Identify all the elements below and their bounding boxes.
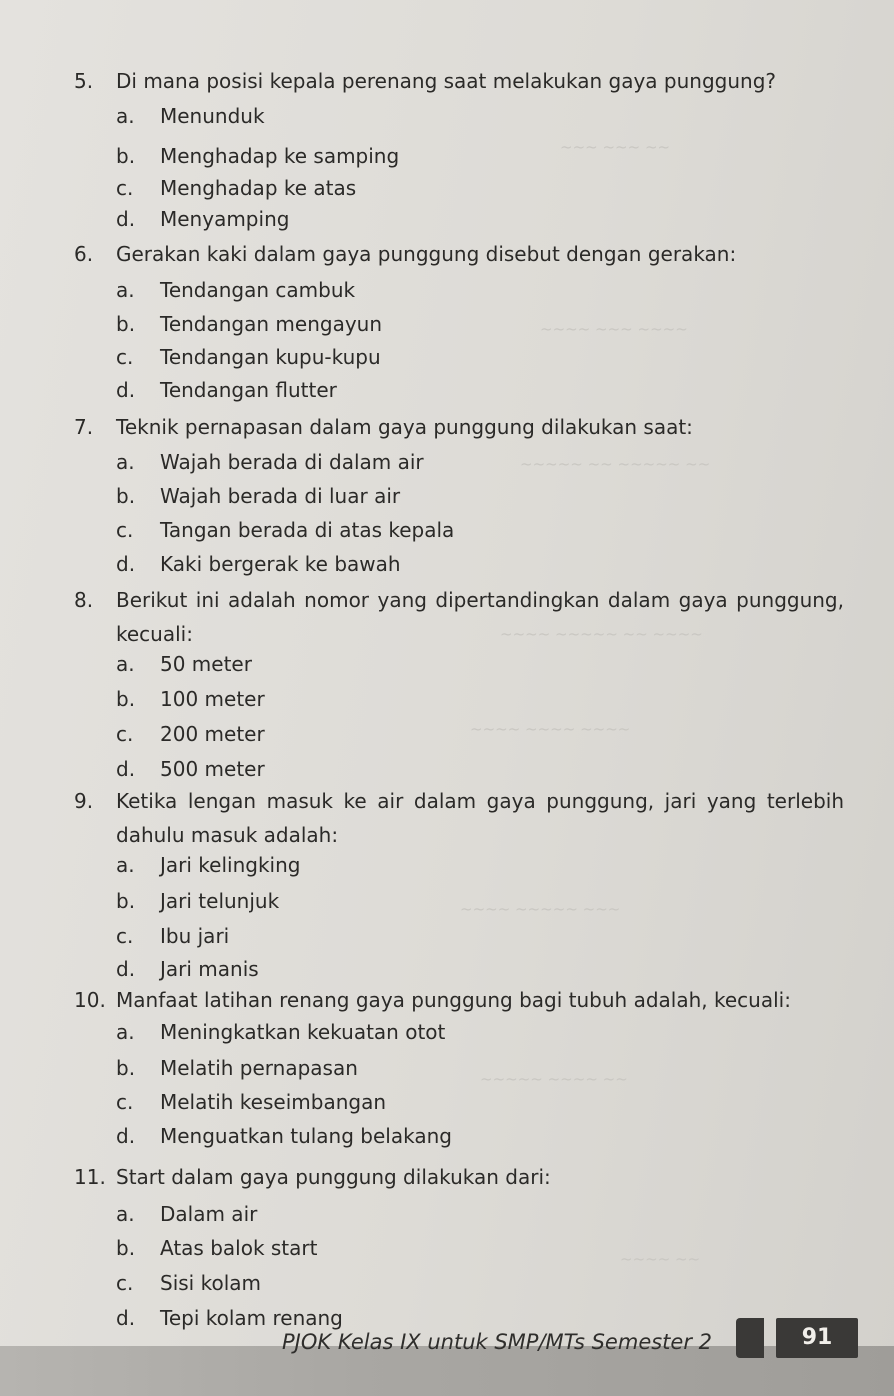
option-11c — [116, 1271, 261, 1295]
option-text: Jari manis — [160, 957, 259, 981]
option-text: Tendangan flutter — [160, 378, 337, 402]
option-5a — [116, 104, 265, 128]
option-5b — [116, 144, 399, 168]
option-letter: a. — [116, 853, 135, 877]
option-9b — [116, 889, 279, 913]
question-6 — [74, 237, 844, 271]
option-8c — [116, 722, 265, 746]
option-letter: d. — [116, 1306, 136, 1330]
option-text: Wajah berada di luar air — [160, 484, 401, 508]
option-letter: a. — [116, 1202, 135, 1226]
question-number: 6. — [74, 242, 94, 266]
option-text: Jari kelingking — [160, 853, 301, 877]
option-9c — [116, 924, 229, 948]
bleed-through: ~~~~~ ~~ ~~~~~ ~~ — [520, 455, 711, 473]
option-letter: b. — [116, 1236, 136, 1260]
option-6c — [116, 345, 381, 369]
option-letter: d. — [116, 552, 136, 576]
bleed-through: ~~~~~ ~~~~ ~~ — [480, 1070, 628, 1088]
option-11a — [116, 1202, 257, 1226]
option-letter: b. — [116, 484, 136, 508]
option-letter: c. — [116, 518, 134, 542]
question-8 — [74, 583, 844, 651]
question-text: Gerakan kaki dalam gaya punggung disebut dengan gerakan: — [116, 242, 737, 266]
option-letter: d. — [116, 378, 136, 402]
option-text: Wajah berada di dalam air — [160, 450, 424, 474]
option-text: Tendangan mengayun — [160, 312, 383, 336]
option-letter: c. — [116, 1271, 134, 1295]
option-text: Menghadap ke atas — [160, 176, 357, 200]
question-number: 11. — [74, 1165, 106, 1189]
question-text: Berikut ini adalah nomor yang dipertandingkan dalam gaya punggung, kecuali: — [116, 588, 844, 646]
bleed-through: ~~~~ ~~~ ~~~~ — [540, 320, 688, 338]
option-10a — [116, 1020, 445, 1044]
option-letter: c. — [116, 722, 134, 746]
option-text: Tendangan cambuk — [160, 278, 356, 302]
question-number: 8. — [74, 588, 94, 612]
bleed-through: ~~~~ ~~~~~ ~~ ~~~~ — [500, 625, 703, 643]
option-text: Jari telunjuk — [160, 889, 280, 913]
option-text: Tendangan kupu-kupu — [160, 345, 381, 369]
option-letter: b. — [116, 687, 136, 711]
question-number: 9. — [74, 789, 94, 813]
option-text: 50 meter — [160, 652, 252, 676]
option-10d — [116, 1124, 452, 1148]
option-text: Meningkatkan kekuatan otot — [160, 1020, 446, 1044]
option-text: Ibu jari — [160, 924, 230, 948]
bleed-through: ~~~ ~~~ ~~ — [560, 138, 671, 156]
option-7d — [116, 552, 401, 576]
option-text: Tangan berada di atas kepala — [160, 518, 455, 542]
option-text: Menguatkan tulang belakang — [160, 1124, 452, 1148]
option-text: Menyamping — [160, 207, 290, 231]
option-letter: b. — [116, 312, 136, 336]
option-letter: c. — [116, 176, 134, 200]
option-9a — [116, 853, 300, 877]
page-tab-decoration — [736, 1318, 764, 1358]
option-8b — [116, 687, 265, 711]
question-5 — [74, 64, 844, 98]
option-8a — [116, 652, 252, 676]
question-text: Manfaat latihan renang gaya punggung bagi tubuh adalah, kecuali: — [116, 988, 791, 1012]
option-9d — [116, 957, 259, 981]
question-7 — [74, 410, 844, 444]
option-text: Melatih keseimbangan — [160, 1090, 386, 1114]
option-text: Sisi kolam — [160, 1271, 261, 1295]
bleed-through: ~~~~ ~~ — [620, 1250, 701, 1268]
bleed-through: ~~~~ ~~~~ ~~~~ — [470, 720, 631, 738]
question-text: Start dalam gaya punggung dilakukan dari: — [116, 1165, 551, 1189]
option-letter: c. — [116, 345, 134, 369]
option-letter: a. — [116, 1020, 135, 1044]
question-number: 5. — [74, 69, 94, 93]
option-7c — [116, 518, 454, 542]
question-number: 7. — [74, 415, 94, 439]
option-8d — [116, 757, 265, 781]
option-text: 200 meter — [160, 722, 265, 746]
option-letter: b. — [116, 1056, 136, 1080]
option-text: Menghadap ke samping — [160, 144, 400, 168]
option-6b — [116, 312, 382, 336]
question-10 — [74, 983, 844, 1017]
option-letter: a. — [116, 104, 135, 128]
option-text: 500 meter — [160, 757, 265, 781]
question-text: Ketika lengan masuk ke air dalam gaya punggung, jari yang terlebih dahulu masuk adalah: — [116, 789, 844, 847]
option-11d — [116, 1306, 343, 1330]
option-letter: b. — [116, 144, 136, 168]
option-letter: d. — [116, 957, 136, 981]
bleed-through: ~~~~ ~~~~~ ~~~ — [460, 900, 621, 918]
option-6a — [116, 278, 355, 302]
question-text: Di mana posisi kepala perenang saat melakukan gaya punggung? — [116, 69, 777, 93]
option-7b — [116, 484, 400, 508]
option-letter: d. — [116, 757, 136, 781]
option-text: 100 meter — [160, 687, 265, 711]
option-text: Melatih pernapasan — [160, 1056, 358, 1080]
option-text: Kaki bergerak ke bawah — [160, 552, 401, 576]
option-7a — [116, 450, 424, 474]
question-number: 10. — [74, 988, 106, 1012]
option-10b — [116, 1056, 358, 1080]
option-letter: d. — [116, 207, 136, 231]
page-number: 91 — [776, 1318, 858, 1358]
option-text: Atas balok start — [160, 1236, 318, 1260]
option-letter: c. — [116, 1090, 134, 1114]
option-5d — [116, 207, 289, 231]
option-10c — [116, 1090, 386, 1114]
option-letter: b. — [116, 889, 136, 913]
question-9 — [74, 784, 844, 852]
option-text: Tepi kolam renang — [160, 1306, 343, 1330]
option-letter: d. — [116, 1124, 136, 1148]
option-letter: a. — [116, 450, 135, 474]
option-letter: a. — [116, 652, 135, 676]
option-letter: c. — [116, 924, 134, 948]
option-6d — [116, 378, 337, 402]
option-letter: a. — [116, 278, 135, 302]
option-text: Dalam air — [160, 1202, 258, 1226]
book-title: PJOK Kelas IX untuk SMP/MTs Semester 2 — [282, 1330, 712, 1354]
option-5c — [116, 176, 356, 200]
option-text: Menunduk — [160, 104, 265, 128]
question-text: Teknik pernapasan dalam gaya punggung dilakukan saat: — [116, 415, 693, 439]
option-11b — [116, 1236, 317, 1260]
question-11 — [74, 1160, 844, 1194]
